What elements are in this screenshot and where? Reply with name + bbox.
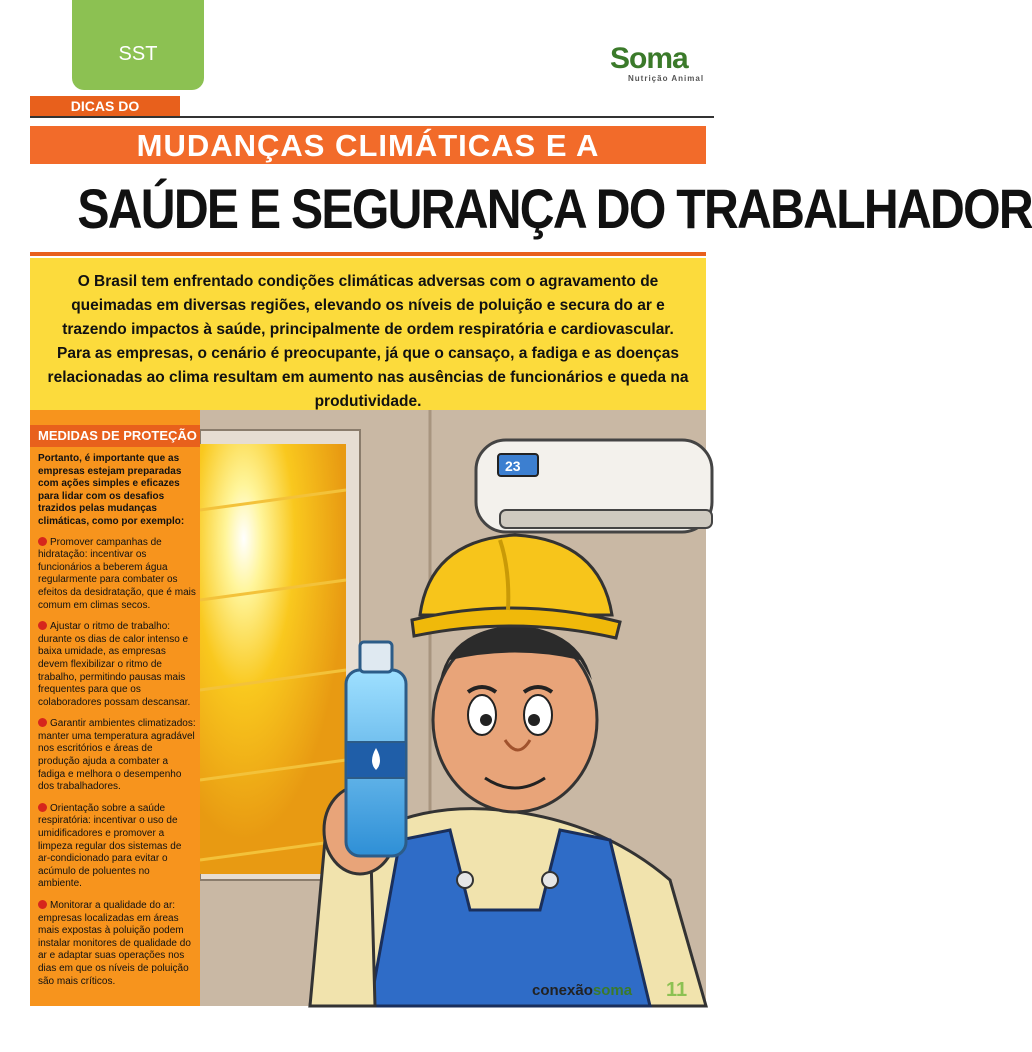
footer-brand (532, 982, 632, 999)
list-item-text: Orientação sobre a saúde respiratória: incentivar o uso de umidificadores e promover a limpeza regular dos sistemas de ar-condicionado para evitar o acúmulo de poluentes no ambiente. (38, 802, 182, 890)
bullet-icon (38, 537, 47, 546)
sidebar-heading: MEDIDAS DE PROTEÇÃO (30, 425, 200, 447)
list-item (38, 621, 196, 709)
bullet-icon (38, 621, 47, 630)
footer-brand-b: soma (592, 982, 633, 999)
divider (30, 116, 714, 118)
list-item (38, 537, 196, 613)
list-item-text: Ajustar o ritmo de trabalho: durante os dias de calor intenso e baixa umidade, as empresas devem flexibilizar o ritmo de trabalho, permitindo pausas mais frequentes para que os colaboradores possam descansar. (38, 621, 191, 708)
logo-tagline: Nutrição Animal (628, 74, 705, 83)
page-number: 11 (666, 979, 688, 1001)
illustration-svg (200, 410, 706, 1006)
sidebar-intro: Portanto, é importante que as empresas estejam preparadas com ações simples e eficazes para lidar com os desafios trazidos pelas mudanças climáticas, como por exemplo: (38, 453, 185, 527)
sidebar-body (38, 453, 196, 997)
list-item-text: Monitorar a qualidade do ar: empresas localizadas em áreas mais expostas à poluição podem instalar monitores de qualidade do ar e adaptar suas operações nos dias em que os níveis de poluição são mais críticos. (38, 900, 191, 987)
illustration-worker (200, 410, 706, 1006)
ac-display: 23 (505, 458, 521, 474)
logo-word: Soma (610, 42, 688, 75)
list-item (38, 803, 196, 891)
soma-logo (594, 42, 704, 90)
footer-brand-a: conexão (532, 982, 593, 999)
bullet-icon (38, 803, 47, 812)
intro-paragraph: O Brasil tem enfrentado condições climáticas adversas com o agravamento de queimadas em diversas regiões, elevando os níveis de poluição e secura do ar e trazendo impactos à saúde, principalmente de ordem respiratória e cardiovascular. Para as empresas, o cenário é preocupante, já que o cansaço, a fadiga e as doenças relacionadas ao clima resultam em aumento nas ausências de funcionários e queda na produtividade. (30, 258, 706, 410)
list-item-text: Promover campanhas de hidratação: incentivar os funcionários a beberem água regularmente para combater os efeitos da desidratação, que é mais comum em climas secos. (38, 536, 196, 611)
section-tab-sst: SST (72, 0, 204, 90)
bullet-icon (38, 900, 47, 909)
title-line-1: MUDANÇAS CLIMÁTICAS E A (136, 128, 600, 163)
section-label: DICAS DO (30, 96, 180, 116)
title-line-2: SAÚDE E SEGURANÇA DO TRABALHADOR (77, 177, 1032, 240)
list-item-text: Garantir ambientes climatizados: manter uma temperatura agradável nos escritórios e áreas de produção ajuda a combater a fadiga e melhora o desempenho dos trabalhadores. (38, 718, 196, 793)
divider (30, 252, 706, 256)
list-item (38, 900, 196, 988)
bullet-icon (38, 718, 47, 727)
list-item (38, 718, 196, 794)
